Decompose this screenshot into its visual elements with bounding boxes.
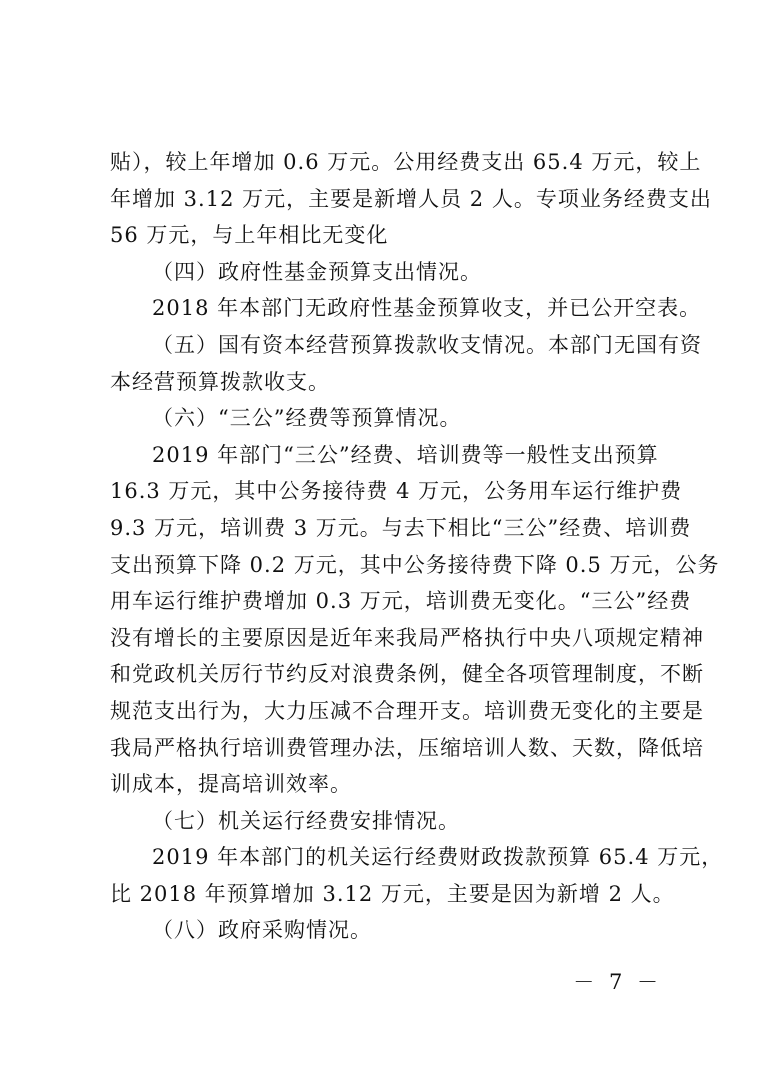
text-line: （六）“三公”经费等预算情况。 (152, 406, 462, 431)
text-line: 没有增长的主要原因是近年来我局严格执行中央八项规定精神 (110, 625, 704, 650)
text-line: 支出预算下降 0.2 万元，其中公务接待费下降 0.5 万元，公务 (110, 552, 720, 577)
text-line: 2018 年本部门无政府性基金预算收支，并已公开空表。 (152, 296, 702, 321)
text-line: 2019 年本部门的机关运行经费财政拨款预算 65.4 万元， (152, 845, 724, 870)
text-line: （八）政府采购情况。 (152, 918, 372, 943)
page-number: － 7 － (573, 970, 662, 994)
text-line: 比 2018 年预算增加 3.12 万元，主要是因为新增 2 人。 (110, 881, 675, 906)
text-line: （四）政府性基金预算支出情况。 (152, 259, 482, 284)
text-line: （五）国有资本经营预算拨款收支情况。本部门无国有资 (152, 332, 702, 357)
text-line: （七）机关运行经费安排情况。 (152, 808, 460, 833)
text-line: 用车运行维护费增加 0.3 万元，培训费无变化。“三公”经费 (110, 589, 692, 614)
text-line: 训成本，提高培训效率。 (110, 772, 352, 797)
text-line: 16.3 万元，其中公务接待费 4 万元，公务用车运行维护费 (110, 479, 683, 504)
text-line: 年增加 3.12 万元，主要是新增人员 2 人。专项业务经费支出 (110, 186, 712, 211)
text-line: 56 万元，与上年相比无变化 (110, 223, 389, 248)
text-line: 2019 年部门“三公”经费、培训费等一般性支出预算 (152, 442, 659, 467)
text-line: 和党政机关厉行节约反对浪费条例，健全各项管理制度，不断 (110, 662, 704, 687)
text-line: 本经营预算拨款收支。 (110, 369, 330, 394)
text-line: 规范支出行为，大力压减不合理开支。培训费无变化的主要是 (110, 698, 704, 723)
document-body (110, 144, 724, 949)
text-line: 贴），较上年增加 0.6 万元。公用经费支出 65.4 万元，较上 (110, 150, 702, 174)
text-line: 我局严格执行培训费管理办法，压缩培训人数、天数，降低培 (110, 735, 704, 760)
text-line: 9.3 万元，培训费 3 万元。与去下相比“三公”经费、培训费 (110, 515, 692, 540)
